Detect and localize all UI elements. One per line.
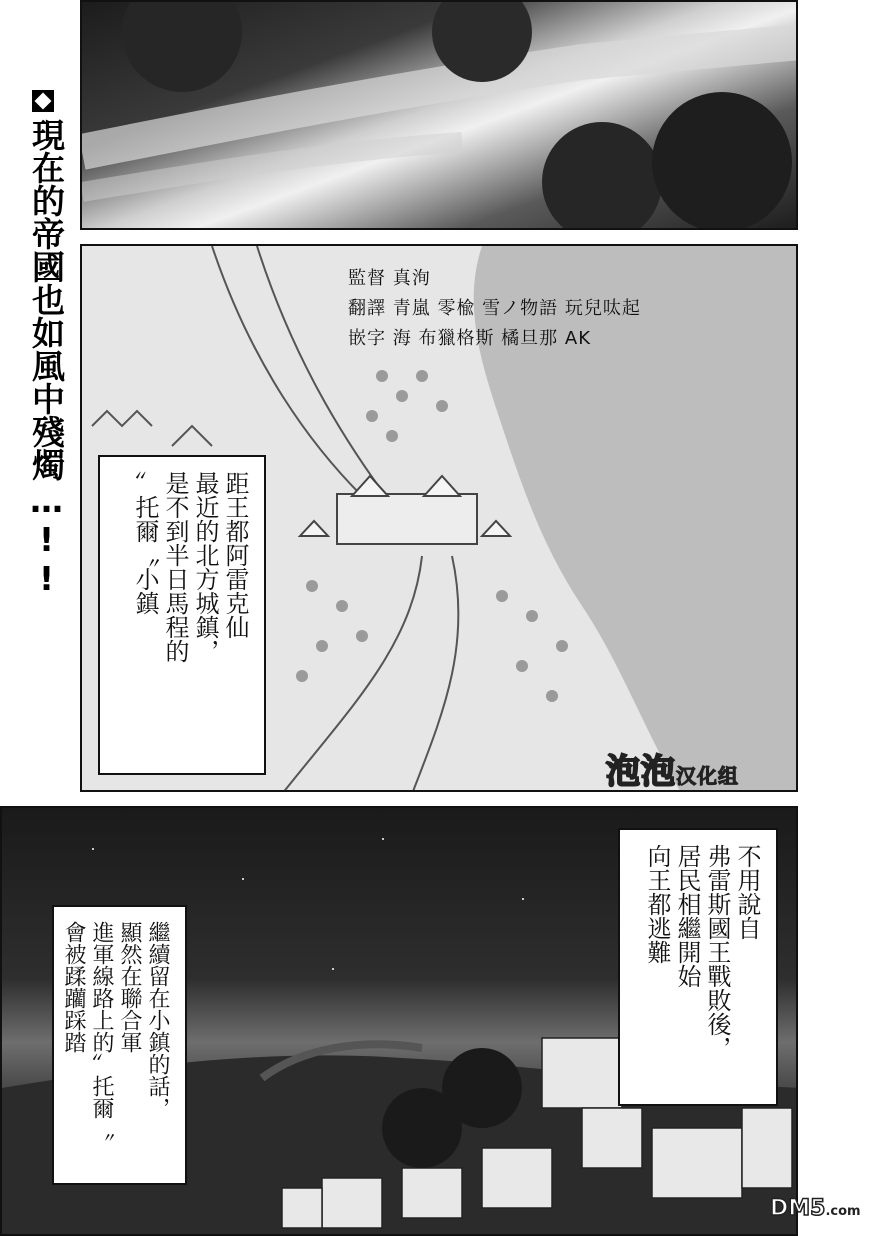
army-march-panel — [80, 0, 798, 230]
side-caption: 現在的帝國也如風中殘燭…!! — [27, 118, 66, 598]
night-caption-left-text: 繼續留在小鎮的話， 顯然在聯合軍 進軍線路上的〞托爾〝 會被蹂躪踩踏 — [61, 921, 170, 1141]
credits-supervisor: 監督 真洵 — [348, 268, 431, 289]
site-logo-main: DM5 — [770, 1196, 826, 1221]
map-caption-box — [98, 455, 266, 775]
night-caption-right-box — [618, 828, 778, 1106]
credits-block — [348, 264, 641, 354]
credits-translators: 翻譯 青嵐 零楡 雪ノ物語 玩兒呔起 — [348, 298, 641, 319]
group-logo-main: 泡泡 — [606, 752, 676, 792]
night-caption-right-text: 不用說自 弗雷斯國王戰敗後， 居民相繼開始 向王都逃難 — [643, 844, 761, 1060]
night-caption-left-box — [52, 905, 187, 1185]
group-logo-sub: 汉化组 — [676, 764, 739, 788]
site-watermark-logo — [770, 1196, 861, 1221]
army-march-illustration — [82, 2, 798, 230]
caption-marker-icon — [32, 90, 54, 112]
scanlation-group-logo — [606, 744, 739, 793]
site-logo-suffix: .com — [825, 1204, 861, 1219]
map-caption-text: 距王都阿雷克仙 最近的北方城鎮， 是不到半日馬程的 〞托爾〝小鎮 — [131, 471, 249, 663]
credits-typesetters: 嵌字 海 布獵格斯 橘旦那 AK — [348, 328, 592, 349]
